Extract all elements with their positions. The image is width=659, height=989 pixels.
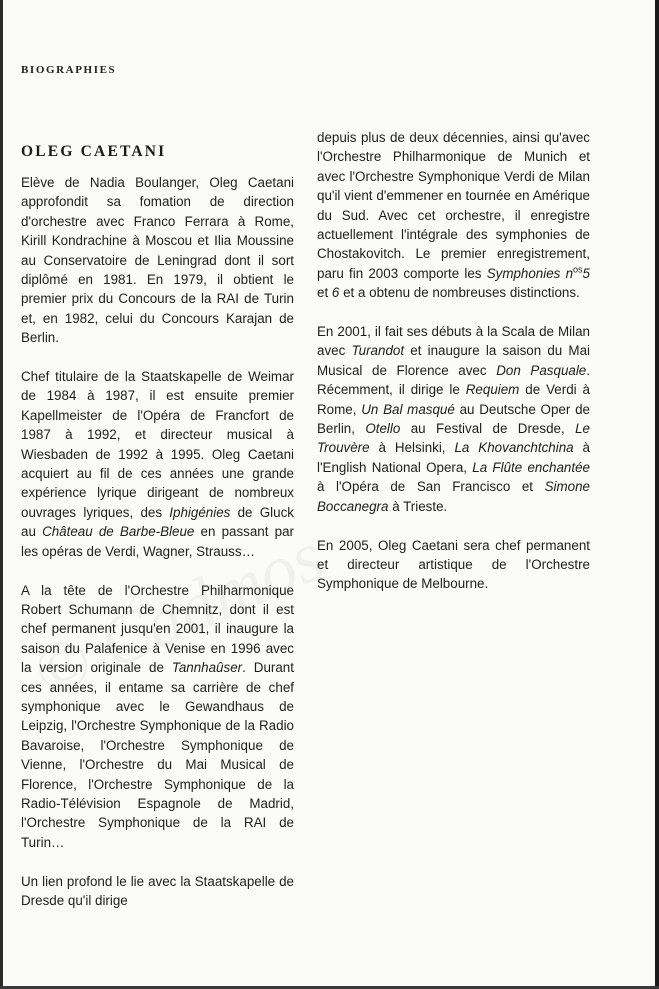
- right-column: [317, 128, 590, 613]
- paragraph: En 2005, Oleg Caetani sera chef permanent et directeur artistique de l'Orchestre Symphonique de Melbourne.: [317, 537, 590, 592]
- running-head: BIOGRAPHIES: [21, 64, 117, 76]
- page-edge-left: [0, 0, 3, 989]
- paragraph: depuis plus de deux décennies, ainsi qu'avec l'Orchestre Philharmonique de Munich et avec l'Orchestre Symphonique Verdi de Milan qu'il vient d'emmener en tournée en Amérique du Sud. Avec cet orchestre, il enregistre actuellement l'intégrale des symphonies de Chostakovitch. Le premier enregistrement, paru fin 2003 comporte les Symphonies $n^{os}5$ et 6 et a obtenu de nombreuses distinctions.: [317, 130, 590, 301]
- page-edge-right: [655, 0, 659, 989]
- paragraph: Elève de Nadia Boulanger, Oleg Caetani approfondit sa fomation de direction d'orchestre avec Franco Ferrara à Rome, Kirill Kondrachine à Moscou et Ilia Moussine au Conservatoire de Leningrad dont il sort diplômé en 1981. En 1979, il obtient le premier prix du Concours de la RAI de Turin et, en 1982, celui du Concours Karajan de Berlin.: [21, 175, 294, 346]
- paragraph: A la tête de l'Orchestre Philharmonique Robert Schumann de Chemnitz, dont il est chef permanent jusqu'en 2001, il inaugure la saison du Palafenice à Venise en 1996 avec la version originale de Tannhaûser. Durant ces années, il entame sa carrière de chef symphonique avec le Gewandhaus de Leipzig, l'Orchestre Symphonique de la Radio Bavaroise, l'Orchestre Symphonique de Vienne, l'Orchestre du Mai Musical de Florence, l'Orchestre Symphonique de la Radio-Télévision Espagnole de Madrid, l'Orchestre Symphonique de la RAI de Turin…: [21, 582, 294, 850]
- left-column: [21, 173, 294, 910]
- paragraph: Un lien profond le lie avec la Staatskapelle de Dresde qu'il dirige: [21, 873, 294, 908]
- page-title: OLEG CAETANI: [21, 143, 167, 160]
- paragraph: Chef titulaire de la Staatskapelle de Weimar de 1984 à 1987, il est ensuite premier Kapellmeister de l'Opéra de Francfort de 1987 à 1992, et directeur musical à Wiesbaden de 1992 à 1995. Oleg Caetani acquiert au fil de ces années une grande expérience lyrique dirigeant de nombreux ouvrages lyriques, des Iphigénies de Gluck au Château de Barbe-Bleue en passant par les opéras de Verdi, Wagner, Strauss…: [21, 369, 294, 559]
- paragraph: En 2001, il fait ses débuts à la Scala de Milan avec Turandot et inaugure la saison du Mai Musical de Florence avec Don Pasquale. Récemment, il dirige le Requiem de Verdi à Rome, Un Bal masqué au Deutsche Oper de Berlin, Otello au Festival de Dresde, Le Trouvère à Helsinki, La Khovanchtchina à l'English National Opera, La Flûte enchantée à l'Opéra de San Francisco et Simone Boccanegra à Trieste.: [317, 324, 590, 514]
